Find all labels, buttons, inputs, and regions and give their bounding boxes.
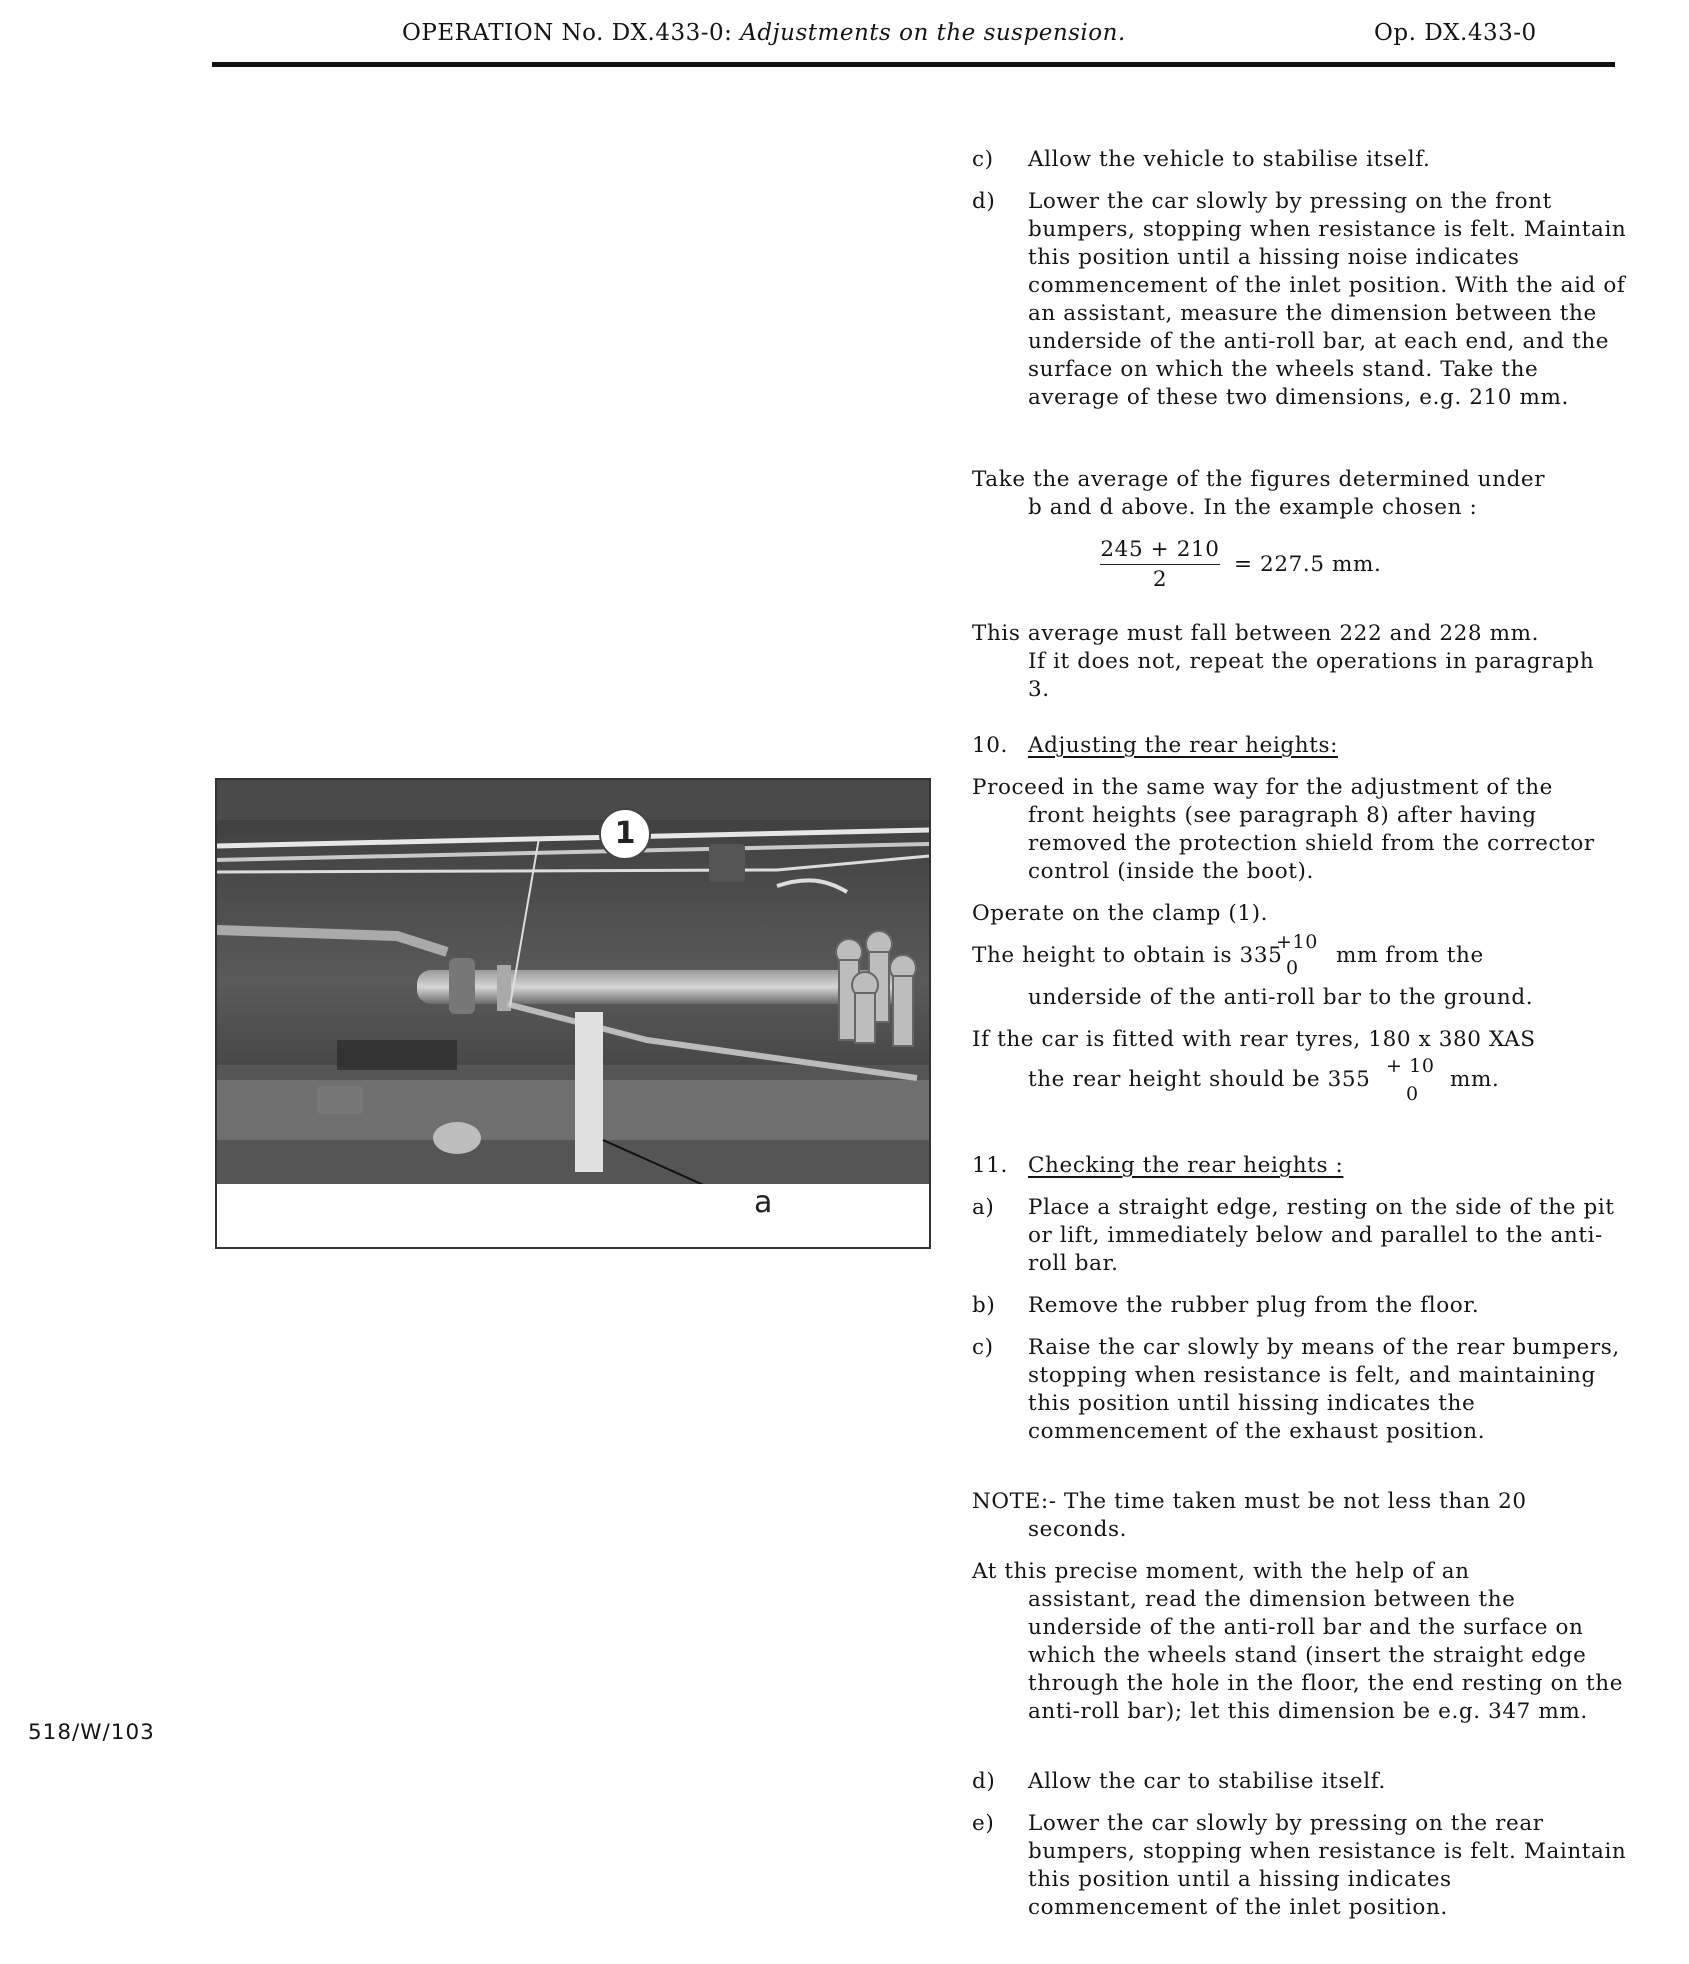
header-rule	[212, 62, 1615, 67]
height-rest: underside of the anti-roll bar to the ground.	[1028, 985, 1534, 1010]
operation-subject: Adjustments on the suspension.	[740, 20, 1126, 46]
range-line1: This average must fall between 222 and 228 mm.	[972, 621, 1540, 646]
moment-rest: assistant, read the dimension between the underside of the anti-roll bar and the surface on which the wheels stand (insert the straight edge through the hole in the floor, the end resting on the anti-roll bar); let this dimension be e.g. 347 mm.	[1028, 1587, 1624, 1724]
step-label: a)	[972, 1195, 995, 1220]
proceed-rest: front heights (see paragraph 8) after having removed the protection shield from the corrector control (inside the boot).	[1028, 803, 1595, 884]
callout-number-1: 1	[599, 808, 651, 860]
height-rest-paragraph	[972, 984, 1612, 1012]
step-text: Lower the car slowly by pressing on the rear bumpers, stopping when resistance is felt. Maintain this position until a hissing indicates commencement of the inlet position.	[1028, 1811, 1627, 1920]
suspension-photo	[217, 780, 929, 1184]
average-line2: b and d above. In the example chosen :	[1028, 495, 1478, 520]
step-text: Allow the vehicle to stabilise itself.	[1028, 147, 1431, 172]
suspension-photo-figure	[215, 778, 931, 1249]
step-text: Allow the car to stabilise itself.	[1028, 1769, 1386, 1794]
rear-height-minus-tolerance: 0	[1406, 1083, 1419, 1105]
moment-paragraph	[972, 1558, 1632, 1726]
range-line2: If it does not, repeat the operations in paragraph 3.	[1028, 649, 1595, 702]
step-text: Remove the rubber plug from the floor.	[1028, 1293, 1480, 1318]
note-paragraph	[972, 1488, 1612, 1544]
step-label: e)	[972, 1811, 995, 1836]
step-text: Place a straight edge, resting on the side of the pit or lift, immediately below and parallel to the anti-roll bar.	[1028, 1195, 1615, 1276]
step-label: c)	[972, 147, 994, 172]
tyres-paragraph	[972, 1026, 1612, 1054]
height-suffix: mm from the	[1336, 943, 1484, 968]
step-label: d)	[972, 189, 996, 214]
operation-number: OPERATION No. DX.433-0:	[402, 20, 733, 46]
section-title: Adjusting the rear heights:	[1028, 733, 1338, 758]
step-label: c)	[972, 1335, 994, 1360]
height-plus-tolerance: +10	[1276, 931, 1318, 953]
section-10-heading	[972, 732, 1338, 760]
section-10-paragraph	[972, 774, 1612, 886]
clamp-paragraph	[972, 900, 1612, 928]
callout-letter-a: a	[754, 1185, 773, 1220]
operation-ref: Op. DX.433-0	[1374, 20, 1537, 46]
step-text: Raise the car slowly by means of the rear bumpers, stopping when resistance is felt, and maintaining this position until hissing indicates the commencement of the exhaust position.	[1028, 1335, 1620, 1444]
fraction-numerator: 245 + 210	[1100, 536, 1220, 565]
clamp-text: Operate on the clamp (1).	[972, 901, 1269, 926]
rear-height-prefix: the rear height should be 355	[1028, 1067, 1371, 1092]
average-paragraph	[972, 466, 1612, 522]
step-text: Lower the car slowly by pressing on the front bumpers, stopping when resistance is felt. Maintain this position until a hissing noise indicates commencement of the inlet position. With the aid of an assistant, measure the dimension between the underside of the anti-roll bar, at each end, and the surface on which the wheels stand. Take the average of these two dimensions, e.g. 210 mm.	[1028, 189, 1627, 410]
operation-title	[402, 20, 1126, 46]
step-label: d)	[972, 1769, 996, 1794]
height-minus-tolerance: 0	[1286, 957, 1299, 979]
rear-height-plus-tolerance: + 10	[1386, 1055, 1435, 1077]
section-title: Checking the rear heights :	[1028, 1153, 1344, 1178]
moment-line1: At this precise moment, with the help of an	[972, 1559, 1470, 1584]
fraction-denominator: 2	[1152, 567, 1168, 592]
tyres-line1: If the car is fitted with rear tyres, 180 x 380 XAS	[972, 1027, 1536, 1052]
fraction-result: = 227.5 mm.	[1234, 552, 1382, 577]
range-paragraph	[972, 620, 1612, 704]
rear-height-line	[1028, 1055, 1628, 1126]
step-label: b)	[972, 1293, 996, 1318]
document-code: 518/W/103	[28, 1720, 155, 1745]
rear-height-suffix: mm.	[1450, 1067, 1500, 1092]
proceed-line1: Proceed in the same way for the adjustment of the	[972, 775, 1553, 800]
page-header	[0, 20, 1689, 50]
note-line2: seconds.	[1028, 1517, 1128, 1542]
section-11-heading	[972, 1152, 1343, 1180]
note-line1: NOTE:- The time taken must be not less than 20	[972, 1489, 1527, 1514]
height-prefix: The height to obtain is 335	[972, 943, 1283, 968]
section-number: 11.	[972, 1153, 1008, 1178]
average-line1: Take the average of the figures determined under	[972, 467, 1546, 492]
section-number: 10.	[972, 733, 1008, 758]
